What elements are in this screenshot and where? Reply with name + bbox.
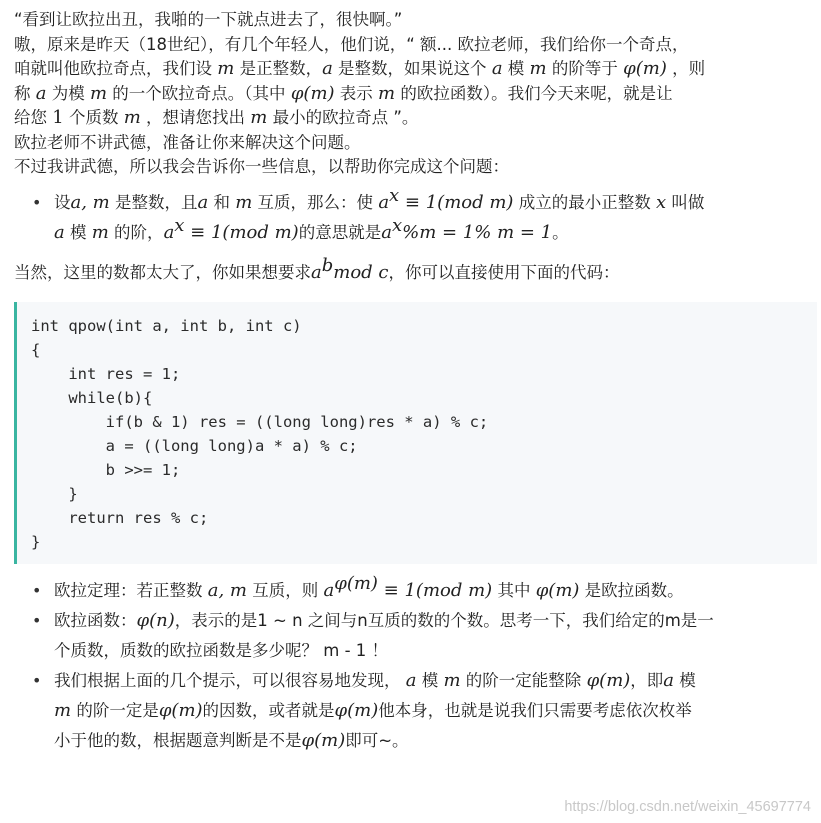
- code-line: if(b & 1) res = ((long long)res * a) % c;: [31, 412, 489, 431]
- list-item: • 设a, m 是整数，且a 和 m 互质，那么：使 $a^x \equiv 1(mod$ m) 成立的最小正整数 x 叫做 a 模 m 的阶，$a^x \equiv 1(mod$ m)的意思就是$a^x\%m = 1\%$ m = 1。: [54, 188, 814, 248]
- math-phi-m: φ(m): [623, 58, 667, 79]
- code-line: return res % c;: [31, 508, 209, 527]
- code-line: b >>= 1;: [31, 460, 181, 479]
- definition-list: [14, 184, 814, 248]
- math-a: a: [35, 82, 47, 104]
- transition-text: 当然，这里的数都太大了，你如果想要求$a^bmod$ c，你可以直接使用下面的代码：: [14, 254, 620, 283]
- list-item: • 欧拉定理：若正整数 a, m 互质，则 $a^{\varphi(m)} \equiv 1(mod$ m) 其中 φ(m) 是欧拉函数。: [54, 576, 814, 606]
- math-m: m: [529, 58, 547, 79]
- code-line: a = ((long long)a * a) % c;: [31, 436, 358, 455]
- code-block: [14, 302, 817, 564]
- intro-line-3: 咱就叫他欧拉奇点，我们设 m 是正整数，a 是整数，如果说这个 a 模 m 的阶等于 φ(m) ，则: [14, 58, 706, 79]
- code-line: {: [31, 340, 41, 359]
- code-line: }: [31, 532, 41, 551]
- math-one: 1: [52, 107, 64, 128]
- intro-line-1: “看到让欧拉出丑，我啪的一下就点进去了，很快啊。”: [14, 10, 403, 29]
- math-m: m: [250, 107, 268, 128]
- math-m: m: [123, 107, 141, 128]
- intro-line-5: 给您 1 个质数 m ，想请您找出 m 最小的欧拉奇点 ”。: [14, 107, 419, 128]
- math-m: m: [217, 58, 235, 79]
- math-phi-m: φ(m): [290, 82, 335, 104]
- intro-line-7: 不过我讲武德，所以我会告诉你一些信息，以帮助你完成这个问题：: [14, 157, 509, 176]
- code-line: while(b){: [31, 388, 153, 407]
- intro-line-4: 称 a 为模 m 的一个欧拉奇点。（其中 φ(m) 表示 m 的欧拉函数）。我们今天来呢，就是让: [14, 82, 673, 104]
- math-a: a: [322, 58, 333, 79]
- watermark: https://blog.csdn.net/weixin_45697774: [564, 799, 811, 815]
- intro-line-6: 欧拉老师不讲武德，准备让你来解决这个问题。: [14, 132, 361, 152]
- code-line: int qpow(int a, int b, int c): [31, 316, 302, 335]
- intro-line-2: 嗷，原来是昨天（18世纪），有几个年轻人，他们说，“ 额... 欧拉老师，我们给你一个奇点，: [14, 34, 689, 54]
- math-m: m: [378, 82, 396, 104]
- math-a: a: [491, 58, 503, 79]
- article-body: [14, 8, 814, 756]
- list-item: • 欧拉函数：φ(n)，表示的是1 ~ n 之间与n互质的数的个数。思考一下，我们给定的m是一 个质数，质数的欧拉函数是多少呢？ m - 1 ！: [54, 606, 814, 666]
- math-m: m: [89, 82, 108, 104]
- code-line: }: [31, 484, 78, 503]
- tips-list: [14, 572, 814, 756]
- list-item: • 我们根据上面的几个提示，可以很容易地发现， a 模 m 的阶一定能整除 φ(m)，即a 模 m 的阶一定是φ(m)的因数，或者就是φ(m)他本身，也就是说我们只需要考虑依次枚举 小于他的数，根据题意判断是不是φ(m)即可~。: [54, 666, 814, 756]
- code-line: int res = 1;: [31, 364, 181, 383]
